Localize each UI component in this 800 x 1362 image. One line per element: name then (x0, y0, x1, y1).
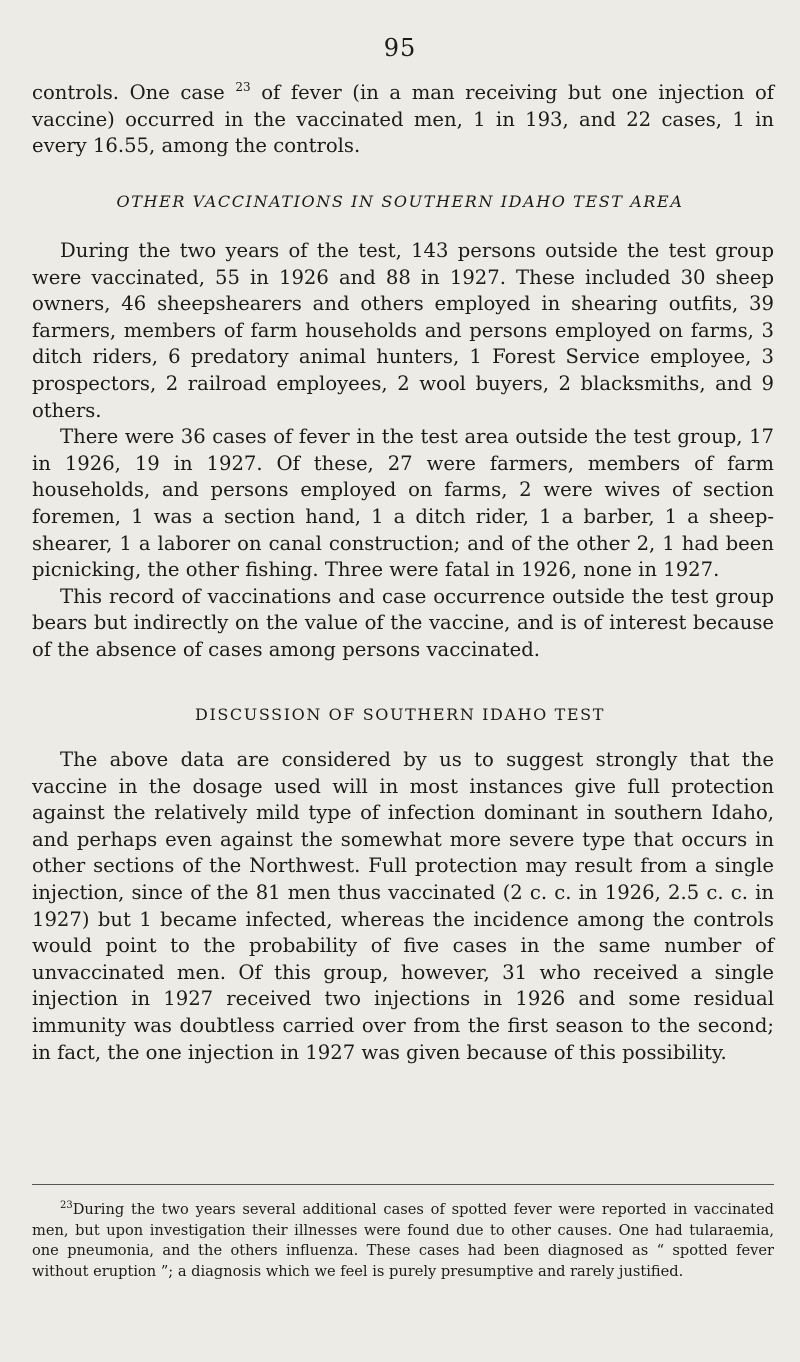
paragraph-discussion: The above data are considered by us to suggest strongly that the vaccine in the dosage used will in most instances give full protection against the relatively mild type of infection dominant in southern Idaho, and perhaps even against the somewhat more severe type that occurs in other sections of the Northwest. Full protection may result from a single injection, since of the 81 men thus vaccinated (2 c. c. in 1926, 2.5 c. c. in 1927) but 1 became infected, whereas the incidence among the controls would point to the probability of five cases in the same number of unvaccinated men. Of this group, however, 31 who received a single injection in 1927 received two injections in 1926 and some residual immunity was doubtless carried over from the first season to the second; in fact, the one injection in 1927 was given because of this possibility. (32, 748, 774, 1064)
section-heading-other-vaccinations: OTHER VACCINATIONS IN SOUTHERN IDAHO TEST AREA (116, 192, 684, 211)
paragraph-vaccinated-persons: During the two years of the test, 143 persons outside the test group were vaccinated, 55 in 1926 and 88 in 1927. These included 30 sheep owners, 46 sheepshearers and others employed in shearing outfits, 39 farmers, members of farm households and persons employed on farms, 3 ditch riders, 6 predatory animal hunters, 1 Forest Service employee, 3 prospectors, 2 railroad employees, 2 wool buyers, 2 blacksmiths, and 9 others. (32, 239, 774, 422)
page-number: 95 (383, 34, 417, 62)
footnote-number: 23 (60, 1200, 73, 1211)
intro-paragraph (32, 80, 774, 160)
footnote-reference[interactable]: 23 (235, 80, 251, 94)
footnote-text: During the two years several additional cases of spotted fever were reported in vaccinated men, but upon investigation their illnesses were found due to other causes. One had tularaemia, one pneumonia, and the others influenza. These cases had been diagnosed as “ spotted fever without eruption ”; a diagnosis which we feel is purely presumptive and rarely justified. (32, 1201, 774, 1280)
intro-before-ref: controls. One case (32, 81, 236, 104)
section-discussion-body (32, 747, 774, 1066)
paragraph-fever-cases: There were 36 cases of fever in the test area outside the test group, 17 in 1926, 19 in 1927. Of these, 27 were farmers, members of farm households, and persons employed on farms, 2 were wives of section foremen, 1 was a section hand, 1 a ditch rider, 1 a barber, 1 a sheepshearer, 1 a laborer on canal construction; and of the other 2, 1 had been picnicking, the other fishing. Three were fatal in 1926, none in 1927. (32, 425, 774, 582)
footnote-divider (32, 1184, 774, 1185)
intro-text (32, 80, 774, 160)
section-heading-discussion: DISCUSSION OF SOUTHERN IDAHO TEST (195, 705, 605, 724)
footnote-text-line (32, 1200, 774, 1282)
intro-after-ref: of fever (in a man receiving but one injection of vaccine) occurred in the vaccinated men, 1 in 193, and 22 cases, 1 in every 16.55, among the controls. (32, 81, 774, 158)
footnote (32, 1200, 774, 1282)
section-other-vaccinations-body (32, 238, 774, 664)
paragraph-record-note: This record of vaccinations and case occurrence outside the test group bears but indirectly on the value of the vaccine, and is of interest because of the absence of cases among persons vaccinated. (32, 584, 774, 661)
